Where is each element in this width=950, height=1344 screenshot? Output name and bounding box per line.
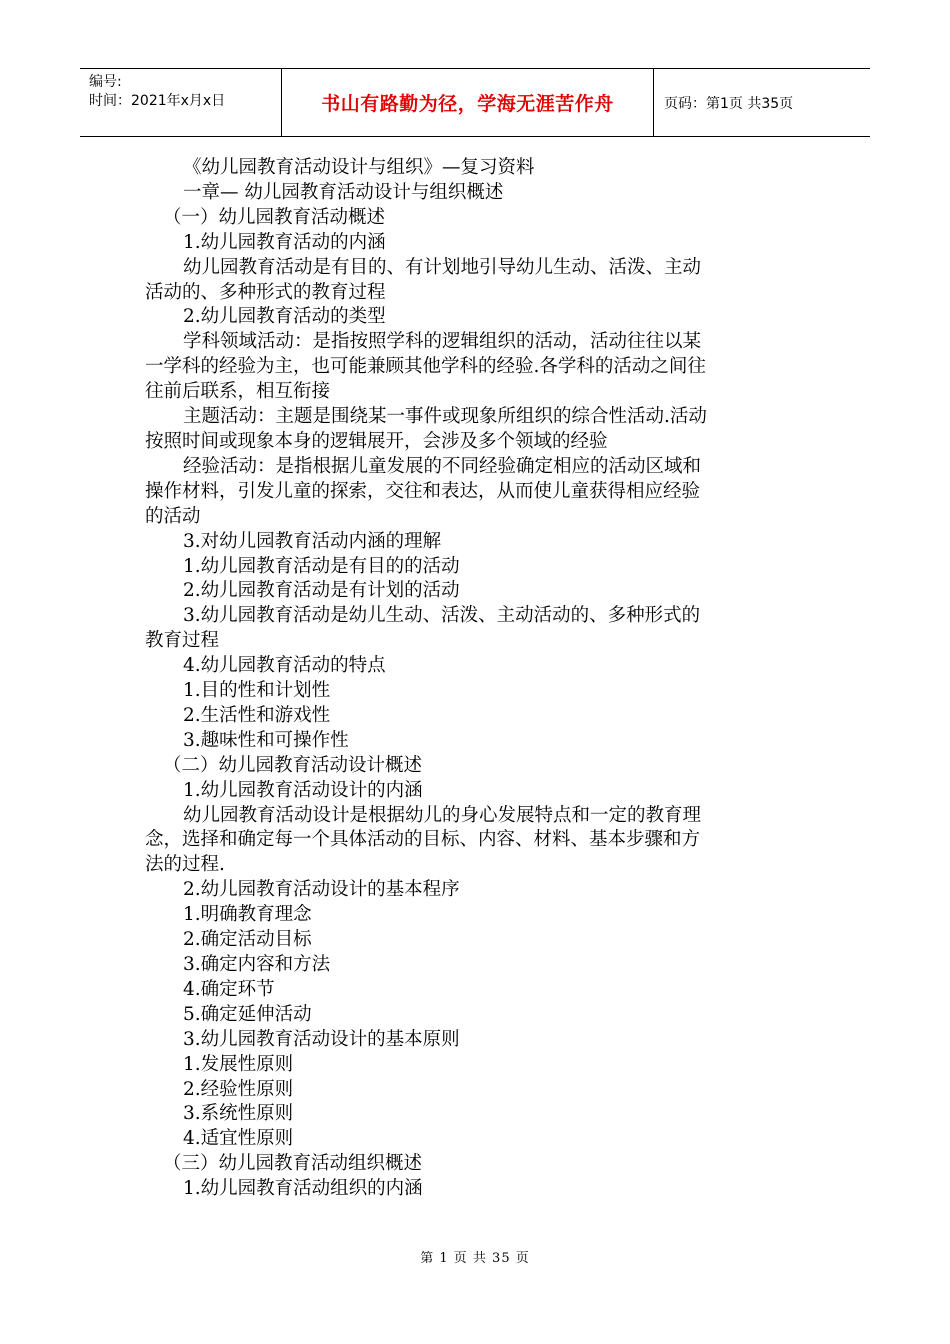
- text-line: 操作材料，引发儿童的探索，交往和表达，从而使儿童获得相应经验: [145, 480, 701, 502]
- text-line: 经验活动：是指根据儿童发展的不同经验确定相应的活动区域和: [183, 455, 702, 477]
- text-line: 2.幼儿园教育活动设计的基本程序: [183, 879, 460, 901]
- text-line: 1.幼儿园教育活动是有目的的活动: [183, 555, 460, 577]
- text-line: 2.幼儿园教育活动的类型: [183, 306, 386, 328]
- text-line: 一章— 幼儿园教育活动设计与组织概述: [183, 181, 504, 203]
- text-line: 一学科的经验为主，也可能兼顾其他学科的经验.各学科的活动之间往: [145, 356, 706, 378]
- text-line: 2.经验性原则: [183, 1078, 294, 1100]
- text-line: 幼儿园教育活动是有目的、有计划地引导幼儿生动、活泼、主动: [183, 256, 702, 278]
- text-line: 2.确定活动目标: [183, 929, 312, 951]
- text-line: 法的过程.: [145, 854, 225, 876]
- text-line: 3.对幼儿园教育活动内涵的理解: [183, 530, 442, 552]
- text-line: 1.幼儿园教育活动组织的内涵: [183, 1178, 423, 1200]
- text-line: 3.幼儿园教育活动是幼儿生动、活泼、主动活动的、多种形式的: [183, 605, 701, 627]
- text-line: 1.幼儿园教育活动的内涵: [183, 231, 386, 253]
- text-line: 主题活动：主题是围绕某一事件或现象所组织的综合性活动.活动: [183, 406, 707, 428]
- text-line: 1.明确教育理念: [183, 904, 312, 926]
- text-line: 3.确定内容和方法: [183, 954, 331, 975]
- text-line: 的活动: [145, 505, 201, 527]
- text-line: （一）幼儿园教育活动概述: [163, 206, 386, 228]
- document-time: 时间：2021年x月x日: [89, 93, 226, 109]
- text-line: 3.系统性原则: [183, 1103, 294, 1125]
- document-number-label: 编号:: [89, 74, 122, 90]
- text-line: 4.适宜性原则: [183, 1128, 294, 1150]
- text-line: 4.幼儿园教育活动的特点: [183, 655, 386, 677]
- text-line: 《幼儿园教育活动设计与组织》—复习资料: [183, 157, 535, 178]
- header-page-info: 页码：第1页 共35页: [664, 95, 794, 112]
- text-line: 幼儿园教育活动设计是根据幼儿的身心发展特点和一定的教育理: [183, 804, 702, 826]
- text-line: 2.生活性和游戏性: [183, 704, 331, 726]
- text-line: （三）幼儿园教育活动组织概述: [163, 1153, 423, 1175]
- text-line: 3.幼儿园教育活动设计的基本原则: [183, 1028, 460, 1050]
- text-line: 1.发展性原则: [183, 1053, 294, 1075]
- page-header: [80, 68, 870, 137]
- text-line: 学科领域活动：是指按照学科的逻辑组织的活动，活动往往以某: [183, 331, 702, 353]
- text-line: 1.幼儿园教育活动设计的内涵: [183, 779, 423, 801]
- document-body: [145, 156, 805, 1202]
- text-line: 5.确定延伸活动: [183, 1003, 312, 1025]
- header-meta: [80, 69, 282, 136]
- text-line: 2.幼儿园教育活动是有计划的活动: [183, 580, 460, 602]
- text-line: 4.确定环节: [183, 978, 275, 1000]
- text-line: 3.趣味性和可操作性: [183, 729, 349, 751]
- page-footer: 第 1 页 共 35 页: [420, 1251, 530, 1266]
- text-line: 念，选择和确定每一个具体活动的目标、内容、材料、基本步骤和方: [145, 829, 701, 851]
- header-motto: 书山有路勤为径，学海无涯苦作舟: [282, 69, 654, 136]
- text-line: 1.目的性和计划性: [183, 680, 331, 702]
- text-line: 按照时间或现象本身的逻辑展开，会涉及多个领域的经验: [145, 430, 608, 452]
- text-line: 往前后联系，相互衔接: [145, 381, 331, 403]
- text-line: 教育过程: [145, 630, 220, 652]
- text-line: （二）幼儿园教育活动设计概述: [163, 754, 423, 776]
- text-line: 活动的、多种形式的教育过程: [145, 281, 386, 303]
